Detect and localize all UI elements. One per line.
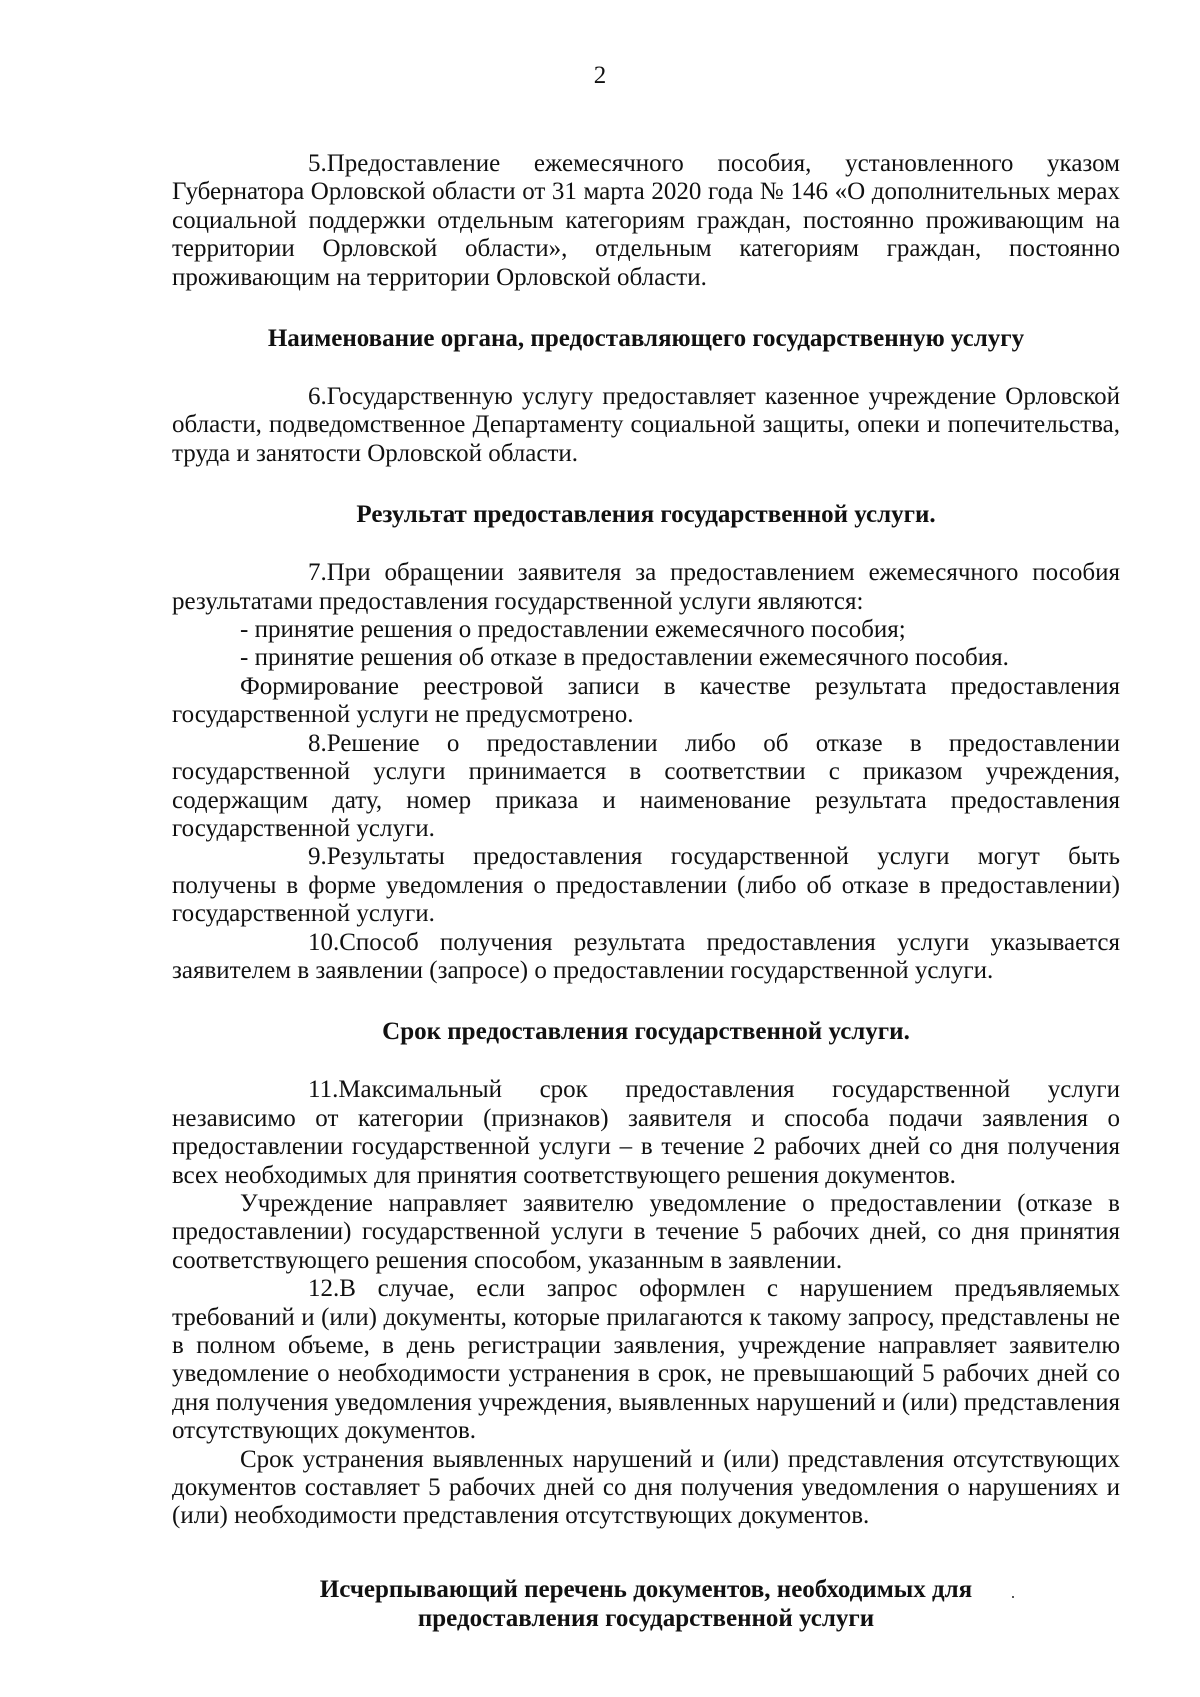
paragraph-text: Предоставление ежемесячного пособия, установленного указом Губернатора Орловской области от 31 марта 2020 года № 146 «О дополнительных мерах социальной поддержки отдельным категориям граждан, постоянно проживающим на территории Орловской области», отдельным категориям граждан, постоянно проживающим на территории Орловской области.	[172, 150, 1120, 291]
paragraph-8	[172, 730, 1120, 844]
paragraph-registry-note: Формирование реестровой записи в качестве результата предоставления государственной услуги не предусмотрено.	[172, 672, 1120, 729]
paragraph-notification: Учреждение направляет заявителю уведомление о предоставлении (отказе в предоставлении) государственной услуги в течение 5 рабочих дней, со дня принятия соответствующего решения способом, указанным в заявлении.	[172, 1189, 1120, 1274]
paragraph-number: 5.	[308, 150, 327, 177]
paragraph-text: Государственную услугу предоставляет казенное учреждение Орловской области, подведомственное Департаменту социальной защиты, опеки и попечительства, труда и занятости Орловской области.	[172, 383, 1120, 467]
paragraph-number: 11.	[308, 1076, 339, 1104]
paragraph-number: 10.	[308, 928, 340, 956]
paragraph-number: 9.	[308, 843, 327, 871]
paragraph-text: При обращении заявителя за предоставлением ежемесячного пособия результатами предоставления государственной услуги являются:	[172, 559, 1120, 615]
paragraph-number: 7.	[308, 559, 327, 587]
paragraph-number: 8.	[308, 729, 327, 757]
paragraph-5	[172, 150, 1120, 292]
document-body	[172, 150, 1120, 1633]
scan-speck	[1012, 1596, 1014, 1598]
list-item: - принятие решения об отказе в предоставлении ежемесячного пособия.	[240, 644, 1009, 672]
list-item: - принятие решения о предоставлении ежемесячного пособия;	[240, 616, 906, 644]
paragraph-elimination-term: Срок устранения выявленных нарушений и (или) представления отсутствующих документов составляет 5 рабочих дней со дня получения уведомления о нарушениях и (или) необходимости представления отсутствующих документов.	[172, 1445, 1120, 1530]
paragraph-9	[172, 843, 1120, 928]
page-number: 2	[593, 62, 607, 89]
paragraph-text: Максимальный срок предоставления государственной услуги независимо от категории (признаков) заявителя и способа подачи заявления о предоставлении государственной услуги – в течение 2 рабочих дней со дня получения всех необходимых для принятия соответствующего решения документов.	[172, 1076, 1120, 1189]
paragraph-number: 6.	[308, 383, 327, 411]
paragraph-12	[172, 1275, 1120, 1445]
section-heading-result: Результат предоставления государственной услуги.	[356, 501, 936, 529]
paragraph-text: В случае, если запрос оформлен с нарушением предъявляемых требований и (или) документы, которые прилагаются к такому запросу, представлены не в полном объеме, в день регистрации заявления, учреждение направляет заявителю уведомление о необходимости устранения в срок, не превышающий 5 рабочих дней со дня получения уведомления учреждения, выявленных нарушений и (или) представления отсутствующих документов.	[172, 1275, 1120, 1445]
paragraph-number: 12.	[308, 1275, 340, 1303]
paragraph-text: Решение о предоставлении либо об отказе в предоставлении государственной услуги принимается в соответствии с приказом учреждения, содержащим дату, номер приказа и наименование результата предоставления государственной услуги.	[172, 729, 1120, 842]
section-heading-documents: Исчерпывающий перечень документов, необходимых для предоставления государственной услуги	[319, 1575, 973, 1632]
section-heading-authority: Наименование органа, предоставляющего государственную услугу	[267, 325, 1025, 353]
paragraph-10	[172, 929, 1120, 986]
paragraph-6	[172, 383, 1120, 468]
paragraph-7	[172, 559, 1120, 616]
section-heading-term: Срок предоставления государственной услуги.	[382, 1018, 910, 1046]
paragraph-text: Способ получения результата предоставления услуги указывается заявителем в заявлении (запросе) о предоставлении государственной услуги.	[172, 928, 1120, 984]
paragraph-11	[172, 1076, 1120, 1190]
paragraph-text: Результаты предоставления государственной услуги могут быть получены в форме уведомления о предоставлении (либо об отказе в предоставлении) государственной услуги.	[172, 843, 1120, 928]
